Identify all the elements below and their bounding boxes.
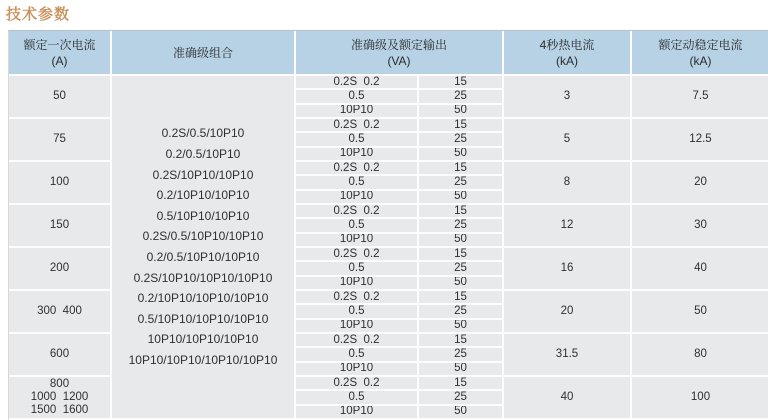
thermal-current-cell: 20 bbox=[504, 291, 632, 334]
thermal-current-cell: 8 bbox=[504, 162, 632, 205]
rated-output-cell: 15 bbox=[419, 291, 504, 305]
dynamic-current-cell: 80 bbox=[632, 334, 768, 377]
rated-output-cell: 15 bbox=[419, 334, 504, 348]
header-accuracy-combo: 准确级组合 bbox=[112, 31, 296, 76]
thermal-current-cell: 31.5 bbox=[504, 334, 632, 377]
accuracy-class-cell: 0.2S 0.2 bbox=[296, 162, 419, 176]
rated-output-cell: 50 bbox=[419, 406, 504, 420]
primary-current-cell: 150 bbox=[9, 205, 112, 248]
header-accuracy-output: 准确级及额定输出 (VA) bbox=[296, 31, 504, 76]
rated-output-cell: 15 bbox=[419, 377, 504, 391]
accuracy-class-cell: 10P10 bbox=[296, 191, 419, 205]
rated-output-cell: 25 bbox=[419, 176, 504, 190]
accuracy-class-cell: 10P10 bbox=[296, 406, 419, 420]
accuracy-class-cell: 10P10 bbox=[296, 105, 419, 119]
accuracy-class-cell: 0.2S 0.2 bbox=[296, 76, 419, 90]
rated-output-cell: 50 bbox=[419, 320, 504, 334]
rated-output-cell: 25 bbox=[419, 305, 504, 319]
primary-current-cell: 200 bbox=[9, 248, 112, 291]
accuracy-class-cell: 10P10 bbox=[296, 234, 419, 248]
accuracy-class-cell: 0.2S 0.2 bbox=[296, 334, 419, 348]
accuracy-class-cell: 10P10 bbox=[296, 277, 419, 291]
header-thermal-current: 4秒热电流 (kA) bbox=[504, 31, 632, 76]
header-dynamic-current: 额定动稳定电流 (kA) bbox=[632, 31, 768, 76]
primary-current-cell: 800 1000 1200 1500 1600 bbox=[9, 377, 112, 420]
accuracy-combinations-cell: 0.2S/0.5/10P10 0.2/0.5/10P10 0.2S/10P10/10P10 0.2/10P10/10P10 0.5/10P10/10P10 0.2S/0.5/10P10/10P10 0.2/0.5/10P10/10P10 0.2S/10P10/10P10/10P10 0.2/10P10/10P10/10P10 0.5/10P10/10P10/10P10 10P10/10P10/10P10 10P10/10P10/10P10/10P10 bbox=[112, 76, 296, 420]
thermal-current-cell: 3 bbox=[504, 76, 632, 119]
rated-output-cell: 50 bbox=[419, 105, 504, 119]
accuracy-class-cell: 0.2S 0.2 bbox=[296, 119, 419, 133]
dynamic-current-cell: 20 bbox=[632, 162, 768, 205]
accuracy-class-cell: 0.5 bbox=[296, 391, 419, 405]
accuracy-class-cell: 0.5 bbox=[296, 219, 419, 233]
rated-output-cell: 50 bbox=[419, 148, 504, 162]
dynamic-current-cell: 7.5 bbox=[632, 76, 768, 119]
accuracy-class-cell: 10P10 bbox=[296, 320, 419, 334]
rated-output-cell: 50 bbox=[419, 363, 504, 377]
dynamic-current-cell: 30 bbox=[632, 205, 768, 248]
dynamic-current-cell: 12.5 bbox=[632, 119, 768, 162]
rated-output-cell: 50 bbox=[419, 191, 504, 205]
rated-output-cell: 25 bbox=[419, 219, 504, 233]
accuracy-class-cell: 0.2S 0.2 bbox=[296, 377, 419, 391]
primary-current-cell: 100 bbox=[9, 162, 112, 205]
rated-output-cell: 25 bbox=[419, 348, 504, 362]
rated-output-cell: 50 bbox=[419, 277, 504, 291]
rated-output-cell: 15 bbox=[419, 205, 504, 219]
rated-output-cell: 15 bbox=[419, 119, 504, 133]
thermal-current-cell: 12 bbox=[504, 205, 632, 248]
accuracy-class-cell: 0.5 bbox=[296, 176, 419, 190]
primary-current-cell: 600 bbox=[9, 334, 112, 377]
accuracy-class-cell: 0.5 bbox=[296, 305, 419, 319]
accuracy-class-cell: 0.2S 0.2 bbox=[296, 205, 419, 219]
dynamic-current-cell: 40 bbox=[632, 248, 768, 291]
rated-output-cell: 25 bbox=[419, 391, 504, 405]
dynamic-current-cell: 100 bbox=[632, 377, 768, 420]
rated-output-cell: 25 bbox=[419, 133, 504, 147]
thermal-current-cell: 5 bbox=[504, 119, 632, 162]
rated-output-cell: 15 bbox=[419, 76, 504, 90]
accuracy-class-cell: 0.2S 0.2 bbox=[296, 291, 419, 305]
rated-output-cell: 50 bbox=[419, 234, 504, 248]
rated-output-cell: 25 bbox=[419, 90, 504, 104]
accuracy-class-cell: 10P10 bbox=[296, 148, 419, 162]
accuracy-class-cell: 10P10 bbox=[296, 363, 419, 377]
thermal-current-cell: 16 bbox=[504, 248, 632, 291]
technical-parameters-table bbox=[8, 30, 768, 420]
page-title: 技术参数 bbox=[6, 6, 71, 23]
header-primary-current: 额定一次电流 (A) bbox=[9, 31, 112, 76]
rated-output-cell: 15 bbox=[419, 162, 504, 176]
thermal-current-cell: 40 bbox=[504, 377, 632, 420]
primary-current-cell: 300 400 bbox=[9, 291, 112, 334]
accuracy-class-cell: 0.5 bbox=[296, 90, 419, 104]
rated-output-cell: 15 bbox=[419, 248, 504, 262]
accuracy-class-cell: 0.5 bbox=[296, 348, 419, 362]
accuracy-class-cell: 0.2S 0.2 bbox=[296, 248, 419, 262]
dynamic-current-cell: 50 bbox=[632, 291, 768, 334]
accuracy-class-cell: 0.5 bbox=[296, 133, 419, 147]
primary-current-cell: 50 bbox=[9, 76, 112, 119]
rated-output-cell: 25 bbox=[419, 262, 504, 276]
accuracy-class-cell: 0.5 bbox=[296, 262, 419, 276]
primary-current-cell: 75 bbox=[9, 119, 112, 162]
